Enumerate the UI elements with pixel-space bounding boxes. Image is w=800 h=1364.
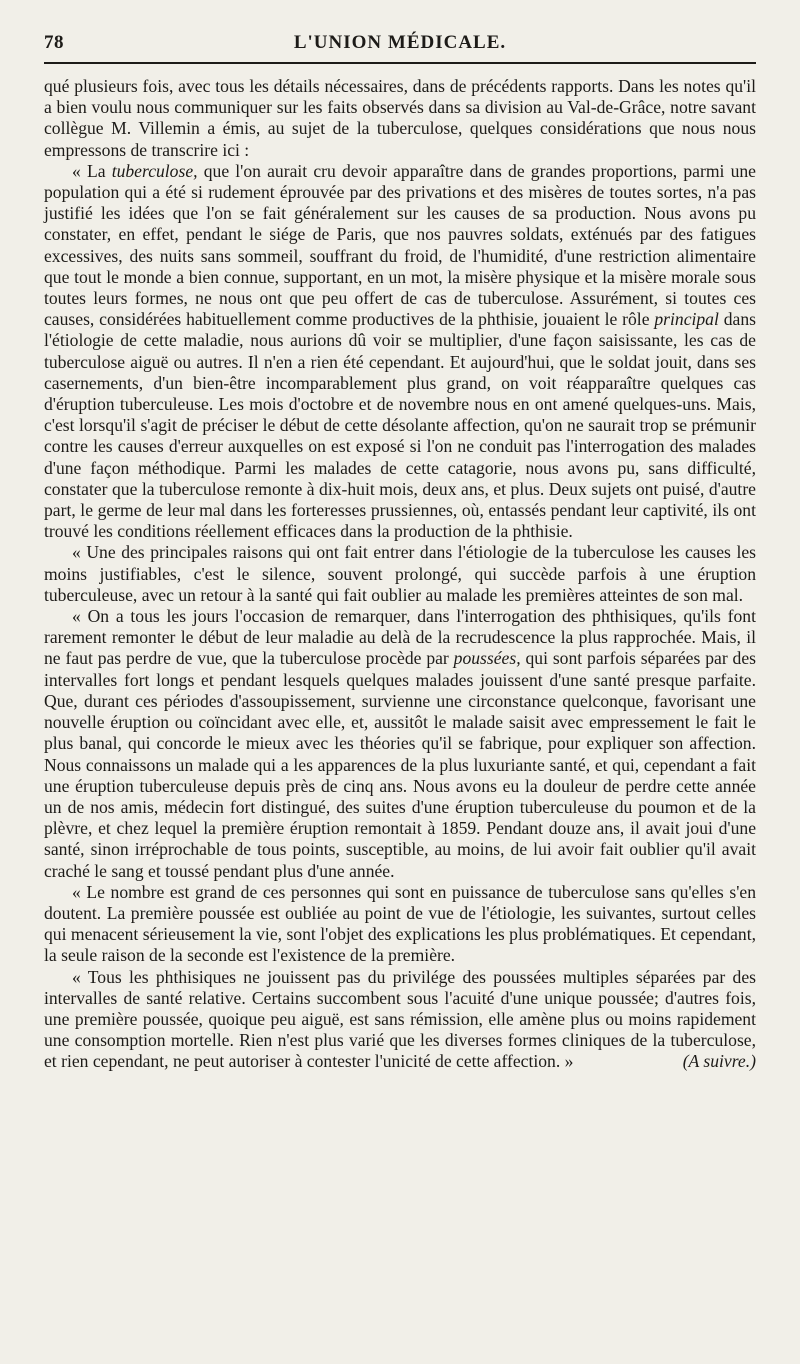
italic-text: poussées, [453, 648, 521, 669]
text-run: que l'on aurait cru devoir apparaître dans de grandes proportions, parmi une population qui a été si rudement éprouvée par des privations et des misères de toutes sortes, n'a pas justifié les idées que l'on se fait généralement sur les causes de sa production. Nous avons pu constater, en effet, pendant le siége de Paris, que nos pauvres soldats, exténués par des fatigues excessives, des nuits sans sommeil, souffrant du froid, de l'humidité, d'une restriction alimentaire que tout le monde a bien connue, supportant, en un mot, la misère physique et la misère morale sous toutes leurs formes, ne nous ont que peu offert de cas de tuberculose. Assurément, si toutes ces causes, considérées habituellement comme productives de la phthisie, jouaient le rôle [44, 160, 756, 330]
text-run: « On a tous les jours l'occasion de remarquer, dans l'interrogation des phthisiques, qu'ils font rarement remonter le début de leur maladie au delà de la recrudescence la plus rapprochée. Mais, il ne faut pas perdre de vue, que la tuberculose procède par [44, 606, 756, 669]
text-run: « La [72, 160, 112, 181]
paragraph [44, 967, 756, 1073]
text-run: « Tous les phthisiques ne jouissent pas du privilége des poussées multiples séparées par des intervalles de santé relative. Certains succombent sous l'acuité d'une unique poussée; d'autres fois, une première poussée, quoique peu aiguë, est sans rémission, elle amène plus ou moins rapidement une consomption mortelle. Rien n'est plus varié que les diverses formes cliniques de la tuberculose, et rien cependant, ne peut autoriser à contester l'unicité de cette affection. » [44, 966, 756, 1072]
header-rule [44, 62, 756, 64]
paragraph [44, 542, 756, 606]
text-run: qui sont parfois séparées par des intervalles fort longs et pendant lesquels quelques malades jouissent d'une santé presque parfaite. Que, durant ces périodes d'assoupissement, survienne une circonstance quelconque, favorisant une nouvelle éruption ou coïncidant avec elle, et, aussitôt le malade saisit avec empressement le fait le plus banal, qui concorde le mieux avec les théories qu'il se fabrique, pour expliquer son affection. Nous connaissons un malade qui a les apparences de la plus luxuriante santé, et qui, cependant a fait une éruption tuberculeuse depuis près de cinq ans. Nous avons eu la douleur de perdre cette année un de nos amis, médecin fort distingué, des suites d'une éruption tuberculeuse du poumon et de la plèvre, et chez lequel la première éruption remontait à 1859. Pendant douze ans, il avait joui d'une santé, sinon irréprochable de tous points, susceptible, au moins, de lui avoir fait oublier qu'il avait craché le sang et toussé pendant plus d'une année. [44, 648, 756, 881]
journal-title: L'UNION MÉDICALE. [293, 32, 507, 53]
continuation-note: (A suivre.) [682, 1051, 756, 1072]
italic-text: principal [654, 309, 719, 330]
text-run: dans l'étiologie de cette maladie, nous aurions dû voir se multiplier, d'une façon saisissante, les cas de tuberculose aiguë ou autres. Il n'en a rien été cependant. Et aujourd'hui, que le soldat jouit, dans ses casernements, d'un bien-être incomparablement plus grand, on voit réapparaître quelques cas d'éruption tuberculeuse. Les mois d'octobre et de novembre nous en ont amené quelques-uns. Mais, c'est lorsqu'il s'agit de préciser le début de cette désolante affection, qu'on ne saurait trop se prémunir contre les causes d'erreur auxquelles on est exposé si l'on ne conduit pas l'interrogation des malades d'une façon méthodique. Parmi les malades de cette catagorie, nous avons pu, sans difficulté, constater que la tuberculose remonte à dix-huit mois, deux ans, et plus. Deux sujets ont puisé, d'autre part, le germe de leur mal dans les forteresses prussiennes, où, entassés pendant leur captivité, ils ont trouvé les conditions réellement efficaces dans la production de la phthisie. [44, 309, 756, 542]
paragraph [44, 882, 756, 967]
paragraph [44, 76, 756, 161]
paragraph [44, 161, 756, 543]
running-header [44, 24, 756, 58]
article-body [44, 76, 756, 1073]
italic-text: tuberculose, [111, 160, 198, 181]
text-run: « Une des principales raisons qui ont fait entrer dans l'étiologie de la tuberculose les causes les moins justifiables, c'est le silence, souvent prolongé, qui succède parfois à une éruption tuberculeuse, avec un retour à la santé qui fait oublier au malade les premières atteintes de son mal. [44, 542, 756, 605]
paragraph [44, 606, 756, 882]
text-run: « Le nombre est grand de ces personnes qui sont en puissance de tuberculose sans qu'elles s'en doutent. La première poussée est oubliée au point de vue de l'étiologie, les suivantes, surtout celles qui menacent sérieusement la vie, sont l'objet des explications les plus problématiques. Et cependant, la seule raison de la seconde est l'existence de la première. [44, 881, 756, 966]
page-number: 78 [44, 32, 64, 53]
text-run: qué plusieurs fois, avec tous les détails nécessaires, dans de précédents rapports. Dans les notes qu'il a bien voulu nous communiquer sur les faits observés dans sa division au Val-de-Grâce, notre savant collègue M. Villemin a émis, au sujet de la tuberculose, quelques considérations que nous nous empressons de transcrire ici : [44, 76, 756, 160]
